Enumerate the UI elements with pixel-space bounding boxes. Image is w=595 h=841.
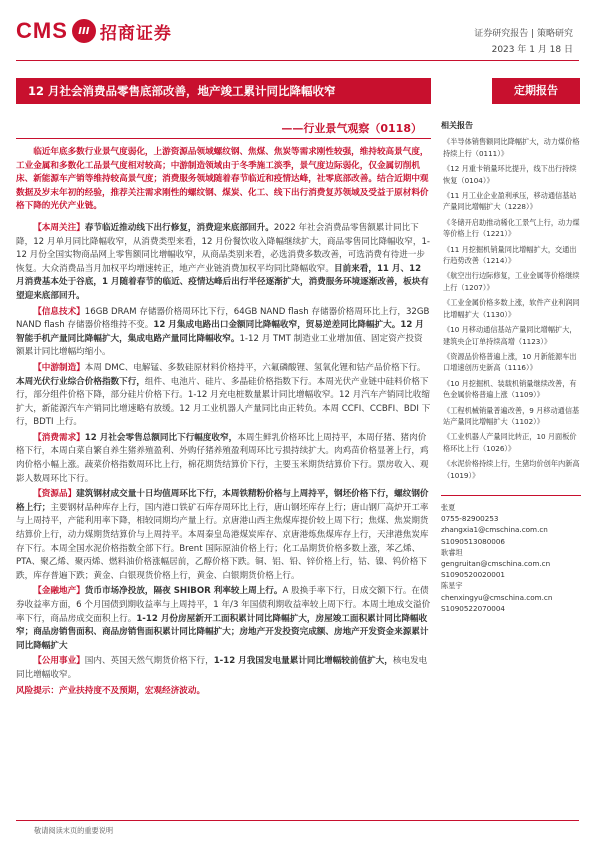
paragraph-it: 【信息技术】16GB DRAM 存储器价格周环比下行，64GB NAND flash 存储器价格周环比上行，32GB NAND flash 存储器价格维持不变。12 月集成电路出口金额同比降幅收窄，贸易逆差同比降幅扩大。12 月智能手机产量同比降幅扩大，集成电路产量同比降幅收窄。1-12 月 TMT 制造业工业增加值、固定资产投资额累计同比增幅均缩小。: [16, 306, 430, 358]
related-report-link[interactable]: 《半导体销售额同比降幅扩大，动力煤价格持续上行（0111）》: [443, 137, 580, 158]
analyst-phone: 0755-82900253: [441, 514, 499, 524]
logo-chinese-text: 招商证券: [99, 23, 172, 44]
paragraph-focus: 【本周关注】春节临近推动线下出行修复，消费迎来底部回升。2022 年社会消费品零售额累计同比下降，12 月单月同比降幅收窄，从消费类型来看，12 月份餐饮收入降幅继续扩大，商品零售同比降幅收窄，1-12 月份全国实物商品网上零售额同比增幅收窄，从商品类别来看，必选消费多数改善，可选消费有待进一步恢复。大众消费品当月加权平均增速转正，地产产业链消费加权平均同比降幅收窄。目前来看，11 月、12 月消费基本处于谷底，1 月随着春节的临近、疫情达峰后出行半径逐渐扩大，消费服务环境逐渐改善，板块有望迎来底部回升。: [16, 222, 431, 301]
section-tag: 【公用事业】: [33, 656, 85, 667]
section-tag: 【资源品】: [33, 489, 77, 500]
section-tag: 【信息技术】: [33, 306, 85, 317]
paragraph-midstream: 【中游制造】本周 DMC、电解锰、多数硅原材料价格持平，六氟磷酸锂、氢氧化锂和钴产品价格下行。本周光伏行业综合价格指数下行，组件、电池片、硅片、多晶硅价格指数下行。本周光伏产业链中硅料价格下行，部分组件价格下降，部分硅片价格下行。1-12 月充电桩数量累计同比增幅收窄。12 月汽车产销同比收缩扩大，新能源汽车产销同比增速略有放缓。12 月工业机器人产量同比由正转负。本周 CCFI、CCBFI、BDI 下行，BDTI 上行。: [16, 362, 431, 428]
related-report-link[interactable]: 《工业金属价格多数上涨，软件产业利润同比增幅扩大（1130）》: [443, 298, 580, 319]
footer-divider: [16, 820, 579, 821]
related-report-link[interactable]: 《10 月移动通信基站产量同比增幅扩大，建筑央企订单持续高增（1123）》: [443, 325, 577, 346]
related-report-link[interactable]: 《航空出行边际修复，工业金属等价格继续上行（1207）》: [443, 271, 580, 292]
section-tag: 【消费需求】: [33, 432, 85, 443]
related-report-link[interactable]: 《11 月挖掘机销量同比增幅扩大，交通出行趋势改善（1214）》: [443, 244, 577, 266]
subtitle-divider: [16, 138, 431, 139]
report-subtitle: ——行业景气观察（0118）: [281, 122, 422, 135]
analyst-contacts: [441, 502, 581, 614]
related-report-link[interactable]: 《10 月挖掘机、装载机销量继续改善，有色金属价格普遍上涨（1109）》: [443, 378, 577, 400]
analyst-id: S1090522070004: [441, 603, 506, 613]
related-reports-list: [441, 136, 581, 481]
analyst-email[interactable]: chenxingyu@cmschina.com.cn: [441, 592, 553, 602]
related-report-link[interactable]: 《工程机械销量普遍改善，9 月移动通信基站产量同比增幅扩大（1102）》: [443, 405, 580, 426]
analyst-name: 耿睿坦: [441, 547, 463, 557]
analyst-name: 陈星宇: [441, 581, 463, 591]
logo-mark-icon: III: [72, 19, 96, 43]
analyst-id: S1090513080006: [441, 536, 506, 546]
related-reports-heading: 相关报告: [441, 121, 473, 130]
report-category: 证券研究报告 | 策略研究: [474, 29, 573, 39]
analyst-id: S1090520020001: [441, 570, 506, 580]
report-title: 12 月社会消费品零售底部改善，地产竣工累计同比降幅收窄: [16, 78, 431, 104]
paragraph-finance: 【金融地产】货币市场净投放，隔夜 SHIBOR 利率较上周上行。A 股换手率下行，日成交额下行。在债券收益率方面，6 个月国债到期收益率与上周持平，1 年/3 年国债利期收益率较上周下行。本周土地成交溢价率下行，商品房成交面积上行。1-12 月份房屋新开工面积累计同比降幅扩大，房屋竣工面积累计同比降幅收窄；商品房销售面积、商品房销售面积累计同比降幅扩大；房地产开发投资完成额、房地产开发资金来源累计同比降幅扩大: [16, 586, 431, 651]
sidebar: [441, 120, 581, 614]
abstract: 临近年底多数行业景气度弱化，上游资源品领域螺纹钢、焦煤、焦炭等需求刚性较强，维持较高景气度，工业金属和多数化工品景气度相对较高；中游制造领域由于冬季施工淡季，景气度边际弱化，仅金属切削机床、新能源车产销等维持较高景气度；消费服务领域随着春节临近和疫情达峰，社零底部改善。结合近期中观数据及岁末年初的经验，推荐关注需求刚性的螺纹钢、煤炭、化工、线下出行消费复苏领域及受益于原材料价格下降的光伏产业链。: [16, 147, 429, 212]
report-type-tag: 定期报告: [492, 78, 580, 104]
paragraph-utilities: 【公用事业】国内、英国天然气期货价格下行，1-12 月我国发电量累计同比增幅较前值扩大，核电发电同比增幅收窄。: [16, 656, 428, 680]
section-tag: 【本周关注】: [33, 222, 85, 233]
main-content: [16, 146, 431, 698]
brand-logo: [16, 18, 172, 44]
related-report-link[interactable]: 《12 月重卡销量环比提升，线下出行持续恢复（0104）》: [443, 164, 577, 185]
related-report-link[interactable]: 《资源品价格普遍上涨，10 月新能源车出口增速创历史新高（1116）》: [443, 351, 577, 373]
paragraph-resources: 【资源品】建筑钢材成交量十日均值周环比下行，本周铁精粉价格与上周持平，钢坯价格下行，螺纹钢价格上行；主要钢材品种库存上行，国内港口铁矿石库存周环比上行，唐山钢坯库存上行；唐山钢厂高炉开工率与上周持平，产能利用率下降，相较同期均产量上行。京唐港山西主焦煤库提价较上周下行；焦煤、焦炭期货结算价上行，动力煤期货结算价与上周持平。本周秦皇岛港煤炭库存、京唐港炼焦煤库存上行，天津港焦炭库存下行。本周全国水泥价格指数全部下行。Brent 国际原油价格上行；化工品期货价格多数上涨，苯乙烯、PTA、聚乙烯、聚丙烯、燃料油价格涨幅居前，乙醇价格下跌。铜、铝、铅、锌价格上行，钴、镍、钨价格下跌，库存普遍下跌；黄金、白银现货价格上行，黄金、白银期货价格上行。: [16, 489, 429, 581]
report-date: 2023 年 1 月 18 日: [491, 45, 573, 55]
risk-warning: 风险提示：产业扶持度不及预期，宏观经济波动。: [16, 685, 206, 696]
header-info: [474, 26, 573, 58]
footer-note: 敬请阅读末页的重要说明: [34, 826, 114, 835]
analyst-email[interactable]: zhangxia1@cmschina.com.cn: [441, 525, 548, 535]
header-divider: [16, 60, 579, 61]
section-tag: 【金融地产】: [33, 586, 85, 597]
related-report-link[interactable]: 《水泥价格持续上行，生猪均价创年内新高（1019）》: [443, 459, 580, 480]
related-report-link[interactable]: 《11 月工业企业盈利承压，移动通信基站产量同比增幅扩大（1228）》: [443, 191, 577, 212]
logo-cms-text: CMS: [16, 18, 68, 43]
related-report-link[interactable]: 《冬储开启助推动稀化工景气上行，动力煤等价格上行（1221）》: [443, 217, 580, 239]
related-report-link[interactable]: 《工业机器人产量同比转正，10 月面板价格环比上行（1026）》: [443, 432, 577, 453]
analyst-name: 张夏: [441, 502, 456, 512]
sidebar-divider: [441, 495, 581, 496]
analyst-email[interactable]: gengruitan@cmschina.com.cn: [441, 558, 551, 568]
paragraph-consumption: 【消费需求】12 月社会零售总额同比下行幅度收窄，本周生鲜乳价格环比上周持平，本周仔猪、猪肉价格下行，本周白菜自繁自养生猪养殖盈利、外购仔猪养殖盈利周环比亏损持续扩大。肉鸡苗价格显著上行，鸡肉价格小幅上涨。蔬菜价格指数周环比上行，棉花期货结算价下行，主要玉米期货结算价下行。票房收入、观影人数周环比下行。: [16, 432, 429, 484]
section-tag: 【中游制造】: [33, 362, 85, 373]
